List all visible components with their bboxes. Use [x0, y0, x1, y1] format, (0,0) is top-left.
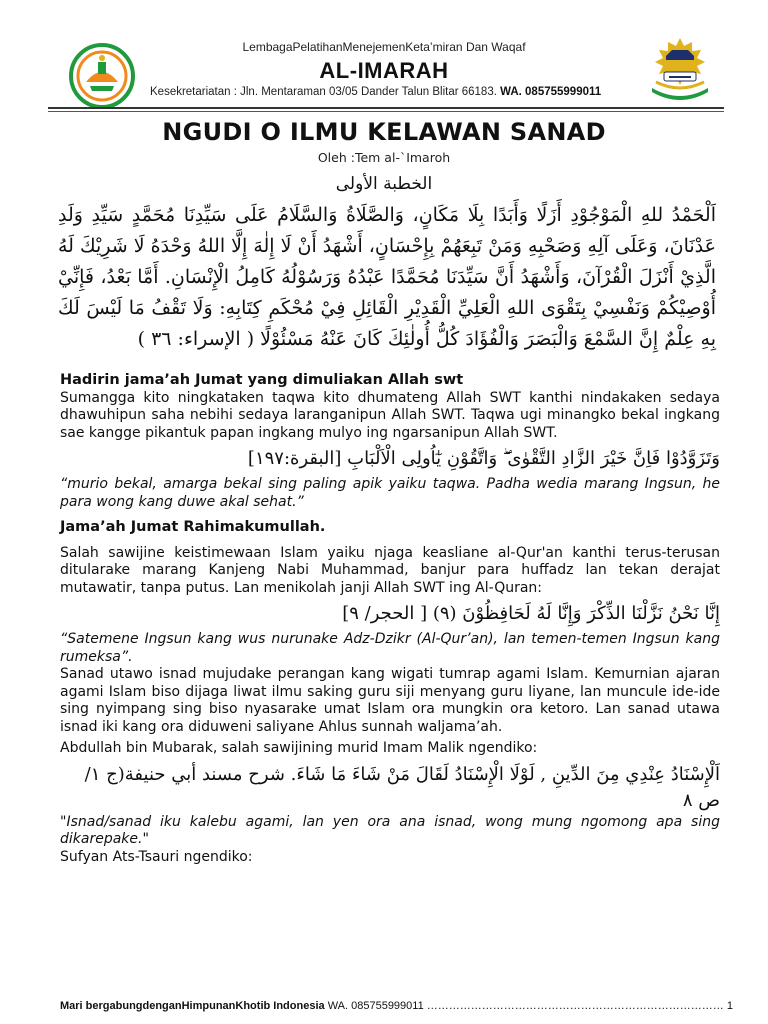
footer-invitation: Mari bergabungdenganHimpunanKhotib Indonesia	[60, 1000, 325, 1012]
paragraph-4: Abdullah bin Mubarak, salah sawijining murid Imam Malik ngendiko:	[60, 740, 538, 756]
paragraph-5: Sufyan Ats-Tsauri ngendiko:	[60, 848, 253, 865]
organization-name: AL-IMARAH	[319, 58, 449, 83]
document-title: NGUDI O ILMU KELAWAN SANAD	[162, 118, 606, 146]
document-body	[60, 372, 720, 866]
paragraph-1: Sumangga kito ningkataken taqwa kito dhumateng Allah SWT kanthi nindakaken sedaya dhawuhipun saha nebihi sedaya laranganipun Allah SWT. Taqwa ugi minangko bekal ingkang sae kangge pikantuk papan ingkang mulyo ing ngarsanipun Allah SWT.	[60, 389, 720, 441]
khutbah-heading: الخطبة الأولى	[335, 174, 433, 194]
section-heading-2: Jama’ah Jumat Rahimakumullah.	[60, 519, 326, 535]
translation-3: "Isnad/sanad iku kalebu agami, lan yen ora ana isnad, wong mung ngomong apa sing dikarepake."	[60, 813, 720, 847]
page-number: 1	[726, 1000, 733, 1012]
arabic-verse-1: وَتَزَوَّدُوْا فَاِنَّ خَيْرَ الزَّادِ التَّقْوٰى ۖ وَاتَّقُوْنِ يٰٓاُولِى الْاَلْبَابِ [البقرة:١٩٧]	[247, 448, 720, 469]
arabic-opening: اَلْحَمْدُ للهِ الْمَوْجُوْدِ أَزَلًا وَأَبَدًا بِلَا مَكَانٍ، وَالصَّلَاةُ وَالسَّلَامُ عَلَى سَيِّدِنَا مُحَمَّدٍ سَيِّدِ وَلَدِ عَدْنَانَ، وَعَلَى آلِهِ وَصَحْبِهِ وَمَنْ تَبِعَهُمْ بِإِحْسَانٍ، أَشْهَدُ أَنْ لَا إِلٰهَ إِلَّا اللهُ وَحْدَهُ لَا شَرِيْكَ لَهُ الَّذِيْ أَنْزَلَ الْقُرْآنَ، وَأَشْهَدُ أَنَّ سَيِّدَنَا مُحَمَّدًا عَبْدُهُ وَرَسُوْلُهُ كَامِلُ الْإِنْسَانِ. أَمَّا بَعْدُ، فَإِنِّيْ أُوْصِيْكُمْ وَنَفْسِيْ بِتَقْوَى اللهِ الْعَلِيِّ الْقَدِيْرِ الْقَائِلِ فِيْ مُحْكَمِ كِتَابِهِ: وَلَا تَقْفُ مَا لَيْسَ لَكَ بِهِ عِلْمٌ إِنَّ السَّمْعَ وَالْبَصَرَ وَالْفُؤَادَ كُلُّ أُولٰئِكَ كَانَ عَنْهُ مَسْئُوْلًا ( الإسراء: ٣٦ )	[58, 204, 716, 350]
organization-address	[150, 86, 601, 98]
organization-tagline: LembagaPelatihanMenejemenKeta’miran Dan Waqaf	[242, 40, 526, 54]
arabic-quote-3: اَلْإِسْنَادُ عِنْدِي مِنَ الدِّينِ , لَوْلَا الْإِسْنَادُ لَقَالَ مَنْ شَاءَ مَا شَاءَ. شرح مسند أبي حنيفة(ج ١/ ص ٨	[84, 763, 720, 811]
translation-1: “murio bekal, amarga bekal sing paling apik yaiku taqwa. Padha wedia marang Ingsun, he para wong kang duwe akal sehat.”	[60, 476, 720, 510]
arabic-verse-2: إِنَّا نَحْنُ نَزَّلْنَا الذِّكْرَ وَإِنَّا لَهُ لَحَافِظُوْنَ (٩) [ الحجر/ ٩]	[342, 603, 720, 624]
page-footer	[60, 1000, 733, 1012]
letterhead	[0, 0, 768, 110]
header-rule-thick	[48, 107, 724, 109]
al-imarah-logo-right	[642, 36, 718, 112]
section-heading-1: Hadirin jama’ah Jumat yang dimuliakan Allah swt	[60, 372, 464, 388]
address-whatsapp: WA. 085755999011	[500, 86, 602, 98]
translation-2: “Satemene Ingsun kang wus nurunake Adz-Dzikr (Al-Qur’an), lan temen-temen Ingsun kang rumeksa”.	[60, 631, 720, 665]
paragraph-2: Salah sawijine keistimewaan Islam yaiku njaga keasliane al-Qur'an kanthi terus-terusan ditularake marang Kanjeng Nabi Muhammad, banjur para huffadz lan tekan derajat mutawatir, tanpa putus. Lan menikolah janji Allah SWT ing Al-Quran:	[60, 544, 720, 596]
document-author: Oleh :Tem al-`Imaroh	[317, 150, 451, 165]
footer-whatsapp: WA. 085755999011	[327, 1000, 424, 1012]
paragraph-3: Sanad utawo isnad mujudake perangan kang wigati tumrap agami Islam. Kemurnian ajaran agami Islam biso dijaga liwat ilmu saking guru siji menyang guru liyane, lan muncule ide-ide sing nyimpang sing biso nyasarake umat Islam ora mungkin ora ketoro. Lan sanad utawa isnad iki kang ora diduweni saliyane Ahlus sunnah waljama’ah.	[60, 666, 720, 735]
address-text: Kesekretariatan : Jln. Mentaraman 03/05 Dander Talun Blitar 66183.	[150, 86, 497, 98]
header-rule-thin	[48, 111, 724, 112]
footer-dots: ………………………………………………………………………	[426, 1000, 724, 1012]
